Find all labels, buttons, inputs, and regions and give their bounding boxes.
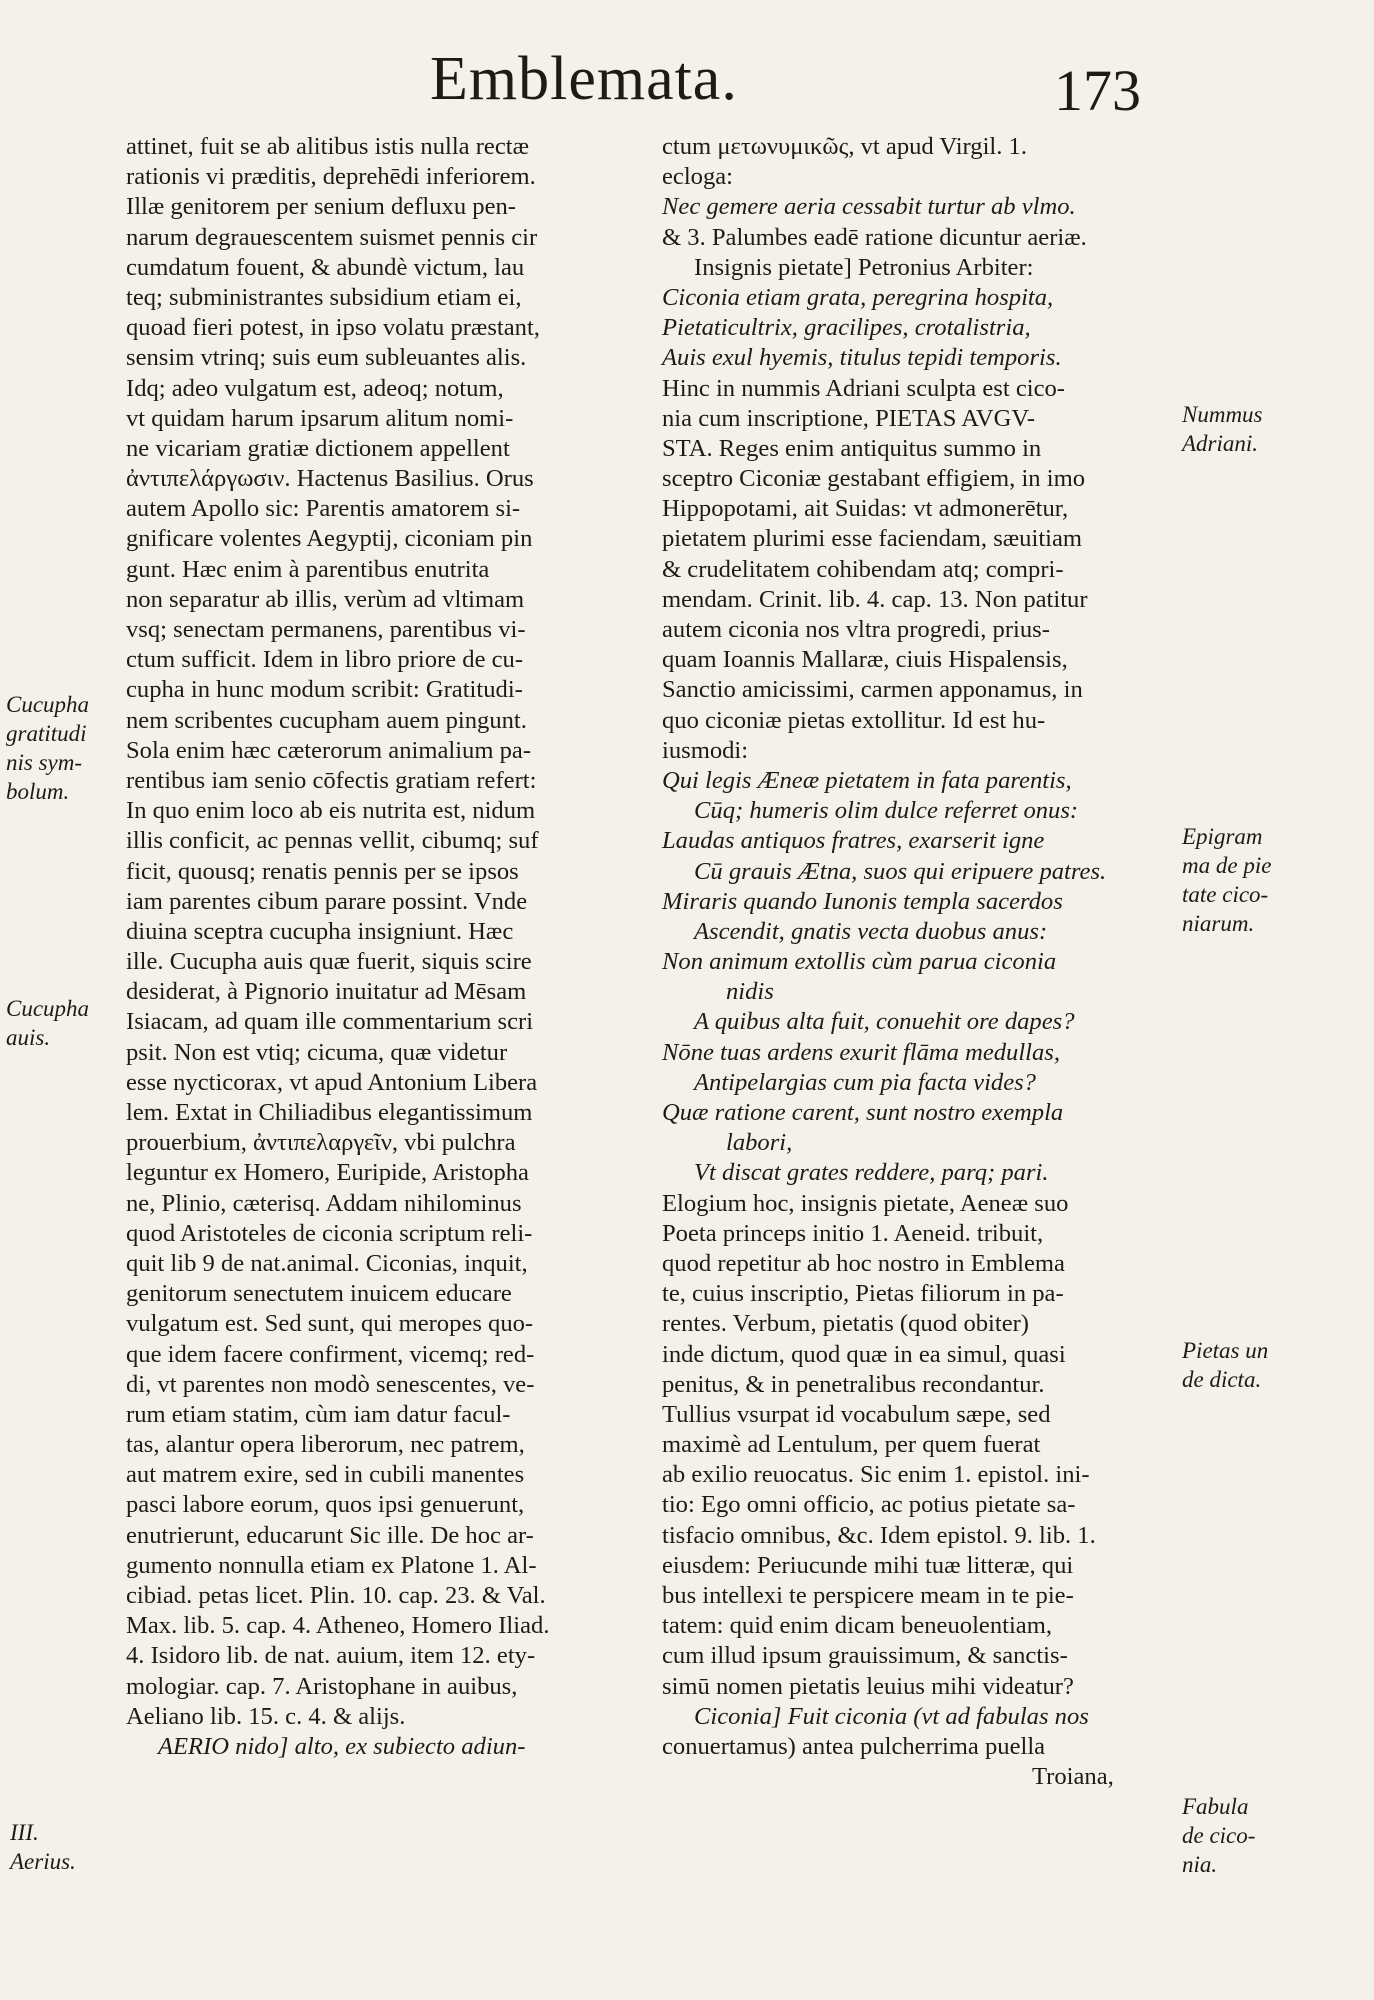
text-line: Aeliano lib. 15. c. 4. & alijs. bbox=[126, 1702, 406, 1730]
text-line: Ciconia] Fuit ciconia (vt ad fabulas nos bbox=[694, 1702, 1089, 1730]
text-line: vsq; senectam permanens, parentibus vi- bbox=[126, 616, 526, 643]
text-line: & 3. Palumbes eadē ratione dicuntur aeriæ. bbox=[662, 223, 1087, 251]
text-line: tisfacio omnibus, &c. Idem epistol. 9. lib. 1. bbox=[662, 1521, 1096, 1549]
text-line: quit lib 9 de nat.animal. Ciconias, inquit, bbox=[126, 1249, 528, 1277]
text-line: 4. Isidoro lib. de nat. auium, item 12. ety- bbox=[126, 1642, 536, 1670]
text-line: eiusdem: Periucunde mihi tuæ litteræ, qui bbox=[662, 1551, 1074, 1579]
text-line: ne, Plinio, cæterisq. Addam nihilominus bbox=[126, 1189, 522, 1217]
text-line: Max. lib. 5. cap. 4. Atheneo, Homero Iliad. bbox=[126, 1612, 550, 1640]
text-line: rentibus iam senio cōfectis gratiam refert: bbox=[126, 766, 537, 794]
text-line: Poeta princeps initio 1. Aeneid. tribuit, bbox=[662, 1219, 1044, 1247]
text-line: tatem: quid enim dicam beneuolentiam, bbox=[662, 1612, 1052, 1640]
text-line: autem Apollo sic: Parentis amatorem si- bbox=[126, 495, 521, 523]
text-line: ἀντιπελάργωσιν. Hactenus Basilius. Orus bbox=[126, 465, 534, 493]
text-line: aut matrem exire, sed in cubili manentes bbox=[126, 1461, 525, 1489]
text-line: Cū grauis Ætna, suos qui eripuere patres. bbox=[694, 857, 1107, 885]
text-line: Idq; adeo vulgatum est, adeoq; notum, bbox=[126, 374, 504, 402]
text-line: cum illud ipsum grauissimum, & sanctis- bbox=[662, 1642, 1068, 1670]
text-line: autem ciconia nos vltra progredi, prius- bbox=[662, 616, 1050, 643]
text-line: nem scribentes cucupham auem pingunt. bbox=[126, 706, 527, 734]
margin-note-line: Cucupha bbox=[6, 996, 90, 1021]
margin-note-line: Nummus bbox=[1182, 402, 1263, 427]
text-line: quod Aristoteles de ciconia scriptum reli- bbox=[126, 1219, 533, 1247]
margin-note-line: Cucupha bbox=[6, 692, 90, 717]
margin-note-line: nis sym- bbox=[6, 750, 83, 775]
text-line: Tullius vsurpat id vocabulum sæpe, sed bbox=[662, 1400, 1051, 1428]
text-line: psit. Non est vtiq; cicuma, quæ videtur bbox=[126, 1038, 508, 1066]
right-text-column bbox=[662, 132, 1177, 1792]
margin-note-line: bolum. bbox=[6, 779, 70, 804]
text-line: STA. Reges enim antiquitus summo in bbox=[662, 434, 1042, 462]
left-text-column bbox=[126, 132, 631, 1762]
text-line: Pietaticultrix, gracilipes, crotalistria, bbox=[662, 314, 1031, 342]
text-line: mologiar. cap. 7. Aristophane in auibus, bbox=[126, 1672, 518, 1700]
text-line: Vt discat grates reddere, parq; pari. bbox=[694, 1159, 1049, 1187]
text-line: cibiad. petas licet. Plin. 10. cap. 23. & Val. bbox=[126, 1582, 546, 1609]
page-number: 173 bbox=[1054, 58, 1141, 123]
text-line: cumdatum fouent, & abundè victum, lau bbox=[126, 253, 525, 281]
text-line: Hippopotami, ait Suidas: vt admonerētur, bbox=[662, 495, 1069, 523]
text-line: Nōne tuas ardens exurit flāma medullas, bbox=[662, 1038, 1061, 1066]
text-line: Illæ genitorem per senium defluxu pen- bbox=[126, 193, 516, 221]
text-line: ab exilio reuocatus. Sic enim 1. epistol. ini- bbox=[662, 1461, 1090, 1489]
margin-note-line: Fabula bbox=[1182, 1794, 1249, 1819]
text-line: Sanctio amicissimi, carmen apponamus, in bbox=[662, 676, 1083, 704]
text-line: Non animum extollis cùm parua ciconia bbox=[662, 948, 1057, 976]
text-line: Elogium hoc, insignis pietate, Aeneæ suo bbox=[662, 1189, 1069, 1217]
text-line: In quo enim loco ab eis nutrita est, nidum bbox=[126, 797, 536, 825]
text-line: Ciconia etiam grata, peregrina hospita, bbox=[662, 283, 1054, 311]
text-line: vulgatum est. Sed sunt, qui meropes quo- bbox=[126, 1310, 534, 1338]
text-line: te, cuius inscriptio, Pietas filiorum in pa- bbox=[662, 1280, 1064, 1308]
text-line: sceptro Ciconiæ gestabant effigiem, in imo bbox=[662, 465, 1086, 493]
margin-note-nummus bbox=[1182, 400, 1263, 458]
text-line: sensim vtrinq; suis eum subleuantes alis. bbox=[126, 344, 527, 372]
text-line: Miraris quando Iunonis templa sacerdos bbox=[662, 887, 1063, 915]
text-line: Nec gemere aeria cessabit turtur ab vlmo. bbox=[662, 193, 1076, 221]
text-line: pasci labore eorum, quos ipsi genuerunt, bbox=[126, 1491, 525, 1519]
text-line: quam Ioannis Mallaræ, ciuis Hispalensis, bbox=[662, 646, 1068, 674]
text-line: genitorum senectutem inuicem educare bbox=[126, 1280, 512, 1308]
text-line: di, vt parentes non modò senescentes, ve- bbox=[126, 1370, 535, 1398]
text-line: nidis bbox=[726, 978, 774, 1006]
text-line: ecloga: bbox=[662, 163, 734, 191]
margin-note-line: auis. bbox=[6, 1025, 51, 1050]
text-line: esse nycticorax, vt apud Antonium Libera bbox=[126, 1068, 538, 1096]
text-line: non separatur ab illis, verùm ad vltimam bbox=[126, 585, 525, 613]
text-line: cupha in hunc modum scribit: Gratitudi- bbox=[126, 676, 523, 704]
margin-note-line: tate cico- bbox=[1182, 882, 1269, 907]
text-line: pietatem plurimi esse faciendam, sæuitiam bbox=[662, 525, 1083, 553]
text-line: gunt. Hæc enim à parentibus enutrita bbox=[126, 555, 490, 583]
margin-note-line: III. bbox=[10, 1820, 39, 1845]
text-line: diuina sceptra cucupha insigniunt. Hæc bbox=[126, 917, 514, 945]
text-line: quo ciconiæ pietas extollitur. Id est hu- bbox=[662, 706, 1046, 734]
text-line: rationis vi præditis, deprehēdi inferiorem. bbox=[126, 163, 536, 191]
margin-note-cucupha-auis bbox=[6, 994, 89, 1052]
text-line: simū nomen pietatis leuius mihi videatur? bbox=[662, 1672, 1074, 1700]
text-line: que idem facere confirment, vicemq; red- bbox=[126, 1340, 535, 1368]
text-line: ille. Cucupha auis quæ fuerit, siquis scire bbox=[126, 948, 532, 976]
margin-note-pietas bbox=[1182, 1336, 1268, 1394]
text-line: leguntur ex Homero, Euripide, Aristopha bbox=[126, 1159, 529, 1187]
text-line: labori, bbox=[726, 1129, 793, 1157]
text-line: penitus, & in penetralibus recondantur. bbox=[662, 1370, 1045, 1398]
text-line: A quibus alta fuit, conuehit ore dapes? bbox=[694, 1008, 1075, 1036]
text-line: ficit, quousq; renatis pennis per se ipsos bbox=[126, 857, 519, 885]
text-line: & crudelitatem cohibendam atq; compri- bbox=[662, 555, 1064, 583]
text-line: Cūq; humeris olim dulce referret onus: bbox=[694, 797, 1079, 825]
text-line: Hinc in nummis Adriani sculpta est cico- bbox=[662, 374, 1065, 402]
text-line: desiderat, à Pignorio inuitatur ad Mēsam bbox=[126, 978, 527, 1006]
text-line: iam parentes cibum parare possint. Vnde bbox=[126, 887, 528, 915]
text-line: gnificare volentes Aegyptij, ciconiam pin bbox=[126, 525, 533, 553]
margin-note-line: de dicta. bbox=[1182, 1367, 1262, 1392]
text-line: illis conficit, ac pennas vellit, cibumq; suf bbox=[126, 827, 539, 855]
margin-note-line: nia. bbox=[1182, 1852, 1218, 1877]
text-line: gumento nonnulla etiam ex Platone 1. Al- bbox=[126, 1551, 537, 1579]
text-line: conuertamus) antea pulcherrima puella bbox=[662, 1732, 1046, 1760]
text-line: narum degrauescentem suismet pennis cir bbox=[126, 223, 538, 251]
text-line: Auis exul hyemis, titulus tepidi temporis. bbox=[662, 344, 1062, 372]
text-line: vt quidam harum ipsarum alitum nomi- bbox=[126, 404, 514, 432]
text-line: iusmodi: bbox=[662, 736, 749, 764]
text-line: Troiana, bbox=[1032, 1763, 1114, 1791]
text-line: bus intellexi te perspicere meam in te pie- bbox=[662, 1582, 1074, 1609]
margin-note-line: ma de pie bbox=[1182, 853, 1272, 878]
text-line: quod repetitur ab hoc nostro in Emblema bbox=[662, 1249, 1065, 1277]
text-line: Ascendit, gnatis vecta duobus anus: bbox=[694, 917, 1048, 945]
text-line: Qui legis Æneæ pietatem in fata parentis, bbox=[662, 766, 1072, 794]
margin-note-fabula bbox=[1182, 1792, 1255, 1879]
margin-note-line: niarum. bbox=[1182, 911, 1255, 936]
margin-note-epigramma bbox=[1182, 822, 1271, 938]
margin-note-line: gratitudi bbox=[6, 721, 87, 746]
text-line: ctum μετωνυμικῶς, vt apud Virgil. 1. bbox=[662, 133, 1027, 160]
text-line: mendam. Crinit. lib. 4. cap. 13. Non patitur bbox=[662, 585, 1088, 613]
text-line: inde dictum, quod quæ in ea simul, quasi bbox=[662, 1340, 1066, 1368]
text-line: tio: Ego omni officio, ac potius pietate sa- bbox=[662, 1491, 1076, 1519]
margin-note-line: Adriani. bbox=[1182, 431, 1259, 456]
text-line: Isiacam, ad quam ille commentarium scri bbox=[126, 1008, 534, 1036]
text-line: prouerbium, ἀντιπελαργεῖν, vbi pulchra bbox=[126, 1129, 516, 1157]
text-line: quoad fieri potest, in ipso volatu præstant, bbox=[126, 314, 540, 342]
text-line: maximè ad Lentulum, per quem fuerat bbox=[662, 1431, 1041, 1459]
text-line: rentes. Verbum, pietatis (quod obiter) bbox=[662, 1310, 1029, 1338]
text-line: ne vicariam gratiæ dictionem appellent bbox=[126, 434, 510, 462]
margin-note-cucupha-symbol bbox=[6, 690, 89, 806]
text-line: teq; subministrantes subsidium etiam ei, bbox=[126, 283, 522, 311]
text-line: AERIO nido] alto, ex subiecto adiun- bbox=[158, 1732, 526, 1760]
text-line: tas, alantur opera liberorum, nec patrem, bbox=[126, 1431, 525, 1459]
margin-note-line: Aerius. bbox=[10, 1849, 76, 1874]
text-line: Sola enim hæc cæterorum animalium pa- bbox=[126, 736, 532, 764]
text-line: ctum sufficit. Idem in libro priore de cu- bbox=[126, 646, 524, 674]
margin-note-line: Pietas un bbox=[1182, 1338, 1269, 1363]
margin-note-aerius bbox=[10, 1818, 76, 1876]
running-title: Emblemata. bbox=[430, 45, 738, 113]
text-line: attinet, fuit se ab alitibus istis nulla rectæ bbox=[126, 133, 529, 160]
text-line: lem. Extat in Chiliadibus elegantissimum bbox=[126, 1099, 533, 1126]
text-line: Insignis pietate] Petronius Arbiter: bbox=[694, 253, 1034, 281]
margin-note-line: de cico- bbox=[1182, 1823, 1256, 1848]
text-line: rum etiam statim, cùm iam datur facul- bbox=[126, 1400, 511, 1428]
text-line: Quæ ratione carent, sunt nostro exempla bbox=[662, 1099, 1064, 1126]
margin-note-line: Epigram bbox=[1182, 824, 1263, 849]
text-line: enutrierunt, educarunt Sic ille. De hoc ar- bbox=[126, 1521, 534, 1549]
text-line: Laudas antiquos fratres, exarserit igne bbox=[662, 827, 1045, 855]
text-line: Antipelargias cum pia facta vides? bbox=[694, 1068, 1036, 1096]
text-line: nia cum inscriptione, PIETAS AVGV- bbox=[662, 404, 1036, 432]
